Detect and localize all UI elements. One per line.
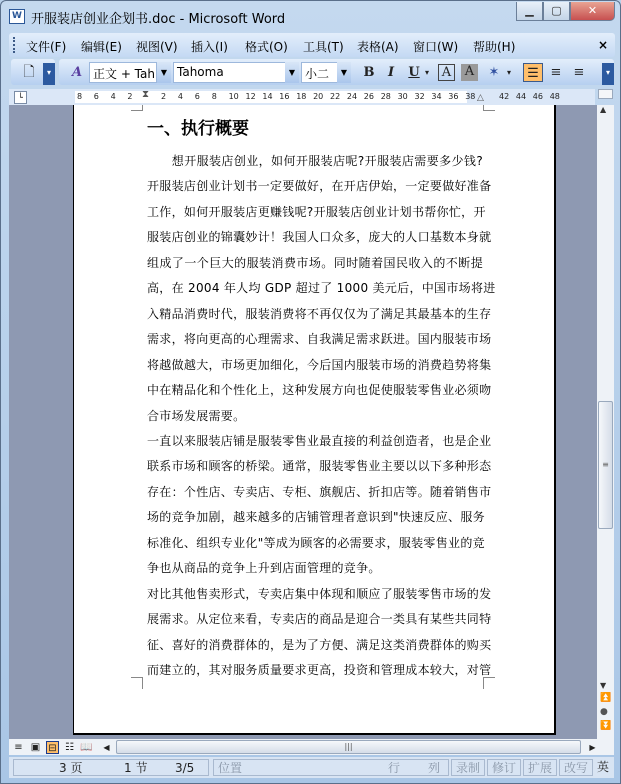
document-text-line: 工作，如何开服装店更赚钱呢?开服装店创业计划书帮你忙，开	[147, 204, 486, 219]
document-text-line: 开服装店创业计划书一定要做好，在开店伊始，一定要做好准备	[147, 179, 492, 194]
previous-page-icon[interactable]: ⏫	[600, 693, 612, 703]
vertical-scroll-thumb[interactable]: ≡	[598, 401, 613, 529]
ruler-tick-label: 44	[515, 92, 527, 101]
status-col: 列	[428, 761, 441, 775]
status-page-info	[13, 759, 209, 776]
status-page: 3 页	[59, 761, 83, 775]
menu-format[interactable]: 格式(O)	[245, 40, 288, 54]
ruler-tick-label: 16	[279, 92, 290, 101]
document-text-line: 征、喜好的消费群体的，是为了方便、满足这类消费群体的购买	[147, 637, 492, 652]
ruler-tick-label: 34	[431, 92, 442, 101]
menu-window[interactable]: 窗口(W)	[413, 40, 459, 54]
right-indent-marker-icon[interactable]: △	[477, 93, 484, 103]
section-heading: 一、执行概要	[147, 119, 249, 139]
document-text-line: 想开服装店创业，如何开服装店呢?开服装店需要多少钱?	[147, 154, 483, 168]
close-document-icon[interactable]: ×	[598, 38, 609, 52]
menu-edit[interactable]: 编辑(E)	[81, 40, 122, 54]
document-text-line: 对比其他售卖形式，专卖店集中体现和顺应了服装零售市场的发	[147, 586, 492, 601]
underline-button[interactable]: U	[408, 65, 420, 80]
ruler-tick-label: 12	[245, 92, 256, 101]
ruler-tick-label: 2	[127, 92, 133, 101]
status-track-changes[interactable]: 修订	[487, 759, 521, 776]
margin-corner-mark	[131, 105, 143, 111]
ruler-tick-label: 42	[499, 92, 510, 101]
status-position	[213, 759, 449, 776]
ruler-tick-label: 8	[211, 92, 217, 101]
text-effects-icon[interactable]: ✶	[488, 65, 500, 80]
char-shading-button[interactable]: A	[461, 64, 478, 81]
ruler-tick-label: 36	[448, 92, 459, 101]
menu-grip[interactable]	[13, 37, 16, 53]
browse-object-icon[interactable]: ●	[600, 707, 608, 717]
document-text-line: 入精品消费时代，服装消费将不再仅仅为了满足其最基本的生存	[147, 306, 492, 321]
char-border-button[interactable]: A	[438, 64, 455, 81]
document-text-line: 展需求。从定位来看，专卖店的商品是迎合一类具有某些共同特	[147, 612, 492, 627]
font-select[interactable]: Tahoma	[173, 62, 299, 83]
document-text-line: 服装店创业的锦囊妙计！我国人口众多，庞大的人口基数本身就	[147, 230, 492, 245]
document-text-line: 争也从商品的竞争上升到店面管理的竞争。	[147, 561, 381, 576]
reading-view-icon[interactable]: 📖	[80, 742, 93, 753]
chevron-down-icon[interactable]: ▼	[285, 62, 299, 83]
ruler-tick-label: 14	[262, 92, 273, 101]
document-text-line: 而建立的，其对服务质量要求更高，投资和管理成本较大，对管	[147, 663, 492, 677]
status-record[interactable]: 录制	[451, 759, 485, 776]
align-right-button[interactable]: ≡	[573, 65, 585, 80]
minimize-button[interactable]: ▁	[516, 2, 543, 21]
ruler-tick-label: 32	[414, 92, 425, 101]
ruler-tick-label: 6	[93, 92, 99, 101]
status-line: 行	[388, 761, 401, 775]
close-window-button[interactable]: ✕	[570, 2, 615, 21]
document-text-line: 需求，将向更高的心理需求、自我满足需求跃进。国内服装市场	[147, 332, 492, 347]
chevron-down-icon[interactable]: ▾	[506, 68, 511, 77]
justify-button[interactable]: ☰	[523, 63, 543, 82]
italic-button[interactable]: I	[387, 65, 395, 80]
status-position-label: 位置	[218, 761, 243, 775]
menu-file[interactable]: 文件(F)	[26, 40, 67, 54]
print-layout-view-icon[interactable]: ⊟	[46, 741, 59, 754]
window-title: 开服装店创业企划书.doc - Microsoft Word	[31, 12, 286, 27]
menu-insert[interactable]: 插入(I)	[191, 40, 228, 54]
next-page-icon[interactable]: ⏬	[600, 721, 612, 731]
styles-icon[interactable]: A	[71, 65, 83, 80]
outline-view-icon[interactable]: ☷	[65, 742, 74, 753]
menu-help[interactable]: 帮助(H)	[473, 40, 516, 54]
scroll-up-icon[interactable]: ▲	[600, 105, 607, 114]
ruler-tick-label: 18	[296, 92, 307, 101]
maximize-button[interactable]: ▢	[543, 2, 570, 21]
word-app-icon: W	[9, 9, 25, 24]
split-box[interactable]	[598, 89, 613, 99]
ruler-tick-label: 10	[228, 92, 239, 101]
scroll-left-icon[interactable]: ◀	[103, 743, 110, 752]
ruler-tick-label: 28	[380, 92, 391, 101]
status-page-of: 3/5	[175, 761, 195, 775]
document-text-line: 场的竞争加剧，越来越多的店铺管理者意识到"快速反应、服务	[147, 510, 485, 525]
normal-view-icon[interactable]: ≡	[14, 742, 23, 753]
toolbar-options-icon[interactable]: ▾	[602, 63, 614, 85]
margin-corner-mark	[483, 677, 495, 689]
ruler-tick-label: 26	[363, 92, 374, 101]
scroll-down-icon[interactable]: ▼	[600, 681, 607, 690]
horizontal-scroll-thumb[interactable]: |||	[116, 740, 581, 754]
status-language[interactable]: 英	[597, 760, 610, 774]
ruler-tick-label: 24	[346, 92, 358, 101]
ruler-tick-label: 38	[465, 92, 476, 101]
chevron-down-icon[interactable]: ▼	[337, 62, 351, 83]
status-section: 1 节	[124, 761, 148, 775]
ruler-tick-label: 30	[397, 92, 408, 101]
ruler-tick-label: 2	[161, 92, 167, 101]
chevron-down-icon[interactable]: ▼	[157, 62, 171, 83]
document-text-line: 组成了一个巨大的服装消费市场。同时随着国民收入的不断提	[147, 255, 483, 270]
document-text-line: 中在精品化和个性化上，这种发展方向也促使服装零售业必须吻	[147, 383, 492, 398]
align-center-button[interactable]: ≡	[550, 65, 562, 80]
web-layout-view-icon[interactable]: ▣	[30, 742, 41, 753]
style-select[interactable]: 正文 + Tah	[89, 62, 157, 83]
bold-button[interactable]: B	[363, 65, 375, 80]
scroll-right-icon[interactable]: ▶	[589, 743, 596, 752]
chevron-down-icon[interactable]: ▾	[424, 68, 429, 77]
document-text-line: 一直以来服装店铺是服装零售业最直接的利益创造者，也是企业	[147, 433, 492, 448]
status-overtype[interactable]: 改写	[559, 759, 593, 776]
status-bar	[9, 757, 614, 778]
font-size-select[interactable]: 小二	[301, 62, 351, 83]
ruler-tick-label: 22	[330, 92, 341, 101]
margin-corner-mark	[483, 105, 495, 111]
document-text-line: 存在：个性店、专卖店、专柜、旗舰店、折扣店等。随着销售市	[147, 484, 492, 499]
document-text-line: 高，在 2004 年人均 GDP 超过了 1000 美元后，中国市场将进	[147, 281, 496, 296]
ruler-tick-label: 48	[549, 92, 560, 101]
menu-bar	[9, 33, 615, 57]
toolbar-options-icon[interactable]: ▾	[43, 63, 55, 85]
ruler-tick-label: 8	[77, 92, 83, 101]
menu-tools[interactable]: 工具(T)	[303, 40, 344, 54]
ruler-tick-label: 4	[177, 92, 183, 101]
new-document-icon[interactable]: 🗋	[23, 64, 35, 80]
document-text-line: 将越做越大，市场更加细化，今后国内服装市场的消费趋势将集	[147, 357, 492, 372]
menu-view[interactable]: 视图(V)	[136, 40, 178, 54]
status-extend[interactable]: 扩展	[523, 759, 557, 776]
indent-marker-icon[interactable]: ⧗	[142, 89, 150, 100]
document-text-line: 标准化、组织专业化"等成为顾客的必需要求，服装零售业的竞	[147, 535, 485, 550]
ruler-tick-label: 20	[313, 92, 324, 101]
title-bar	[1, 1, 621, 31]
ruler-tick-label: 6	[194, 92, 200, 101]
document-text-line: 联系市场和顾客的桥梁。通常，服装零售业主要以以下多种形态	[147, 459, 492, 474]
tab-selector-icon[interactable]: └	[14, 91, 27, 104]
menu-table[interactable]: 表格(A)	[357, 40, 399, 54]
document-text-line: 合市场发展需要。	[147, 408, 246, 423]
ruler-tick-label: 4	[110, 92, 116, 101]
ruler-tick-label: 46	[532, 92, 543, 101]
margin-corner-mark	[131, 677, 143, 689]
